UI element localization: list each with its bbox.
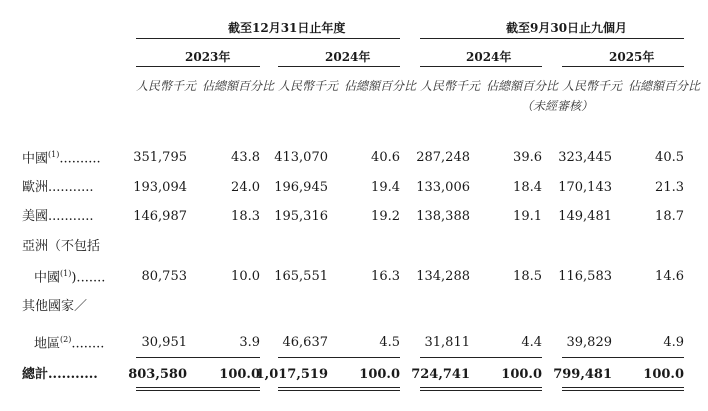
col-header-rmb-2024-nine-months: 人民幣千元 (420, 79, 481, 93)
value-cell: 19.1 (513, 209, 542, 224)
year-rule-2024-nine-months (420, 66, 542, 67)
row-label-text: 美國 (22, 209, 49, 224)
total-double-rule (278, 387, 400, 388)
total-cell: 100.0 (359, 367, 400, 382)
dot-leader: ........... (48, 367, 98, 382)
value-cell: 24.0 (231, 180, 260, 195)
total-cell: 799,481 (553, 367, 612, 382)
value-cell: 30,951 (141, 335, 187, 350)
subtotal-rule (420, 357, 542, 358)
col-header-pct-2025: 佔總額百分比 (628, 79, 701, 93)
row-label (34, 270, 105, 284)
value-cell: 19.4 (371, 180, 400, 195)
value-cell: 40.5 (655, 150, 684, 165)
group-rule-year-end (136, 38, 400, 39)
total-cell: 100.0 (643, 367, 684, 382)
value-cell: 138,388 (416, 209, 470, 224)
value-cell: 14.6 (655, 269, 684, 284)
total-double-rule (136, 387, 260, 388)
footnote-mark: (2) (60, 335, 72, 344)
row-label-text: 總計 (22, 367, 49, 382)
value-cell: 413,070 (274, 150, 328, 165)
year-rule-2024 (278, 66, 400, 67)
value-cell: 116,583 (558, 269, 612, 284)
total-double-rule (278, 390, 400, 391)
row-label (34, 336, 104, 350)
value-cell: 18.4 (513, 180, 542, 195)
col-header-pct-2024: 佔總額百分比 (344, 79, 417, 93)
subtotal-rule (136, 357, 260, 358)
value-cell: 19.2 (371, 209, 400, 224)
total-double-rule (562, 390, 684, 391)
value-cell: 21.3 (655, 180, 684, 195)
col-header-rmb-2025: 人民幣千元 (562, 79, 623, 93)
value-cell: 4.9 (663, 335, 684, 350)
dot-leader: )....... (71, 270, 106, 286)
value-cell: 193,094 (133, 180, 187, 195)
value-cell: 146,987 (133, 209, 187, 224)
year-header-2024: 2024年 (325, 50, 371, 64)
year-rule-2025 (562, 66, 684, 67)
value-cell: 170,143 (558, 180, 612, 195)
col-header-rmb-2023: 人民幣千元 (136, 79, 197, 93)
value-cell: 165,551 (274, 269, 328, 284)
total-cell: 100.0 (501, 367, 542, 382)
total-cell: 1,017,519 (255, 367, 328, 382)
dot-leader: ........ (71, 336, 105, 352)
dot-leader: ........... (48, 180, 94, 195)
value-cell: 46,637 (282, 335, 328, 350)
row-label (22, 210, 93, 223)
value-cell: 18.3 (231, 209, 260, 224)
dot-leader: ........... (48, 209, 94, 224)
col-header-rmb-2024: 人民幣千元 (278, 79, 339, 93)
year-header-2023: 2023年 (185, 50, 231, 64)
col-header-pct-2024-nine-months: 佔總額百分比 (486, 79, 559, 93)
value-cell: 39,829 (566, 335, 612, 350)
value-cell: 39.6 (513, 150, 542, 165)
row-label-text: 中國 (34, 270, 61, 286)
dot-leader: .......... (59, 151, 101, 167)
total-double-rule (562, 387, 684, 388)
value-cell: 133,006 (416, 180, 470, 195)
total-double-rule (420, 387, 542, 388)
row-label-text: 歐洲 (22, 180, 49, 195)
group-header-year-end: 截至12月31日止年度 (228, 21, 346, 35)
row-label-line1: 其他國家／ (22, 299, 88, 314)
footnote-mark: (1) (48, 150, 60, 159)
value-cell: 351,795 (133, 150, 187, 165)
value-cell: 16.3 (371, 269, 400, 284)
row-label-total (22, 368, 98, 381)
year-header-2024-nine-months: 2024年 (466, 50, 512, 64)
total-cell: 803,580 (128, 367, 187, 382)
total-double-rule (420, 390, 542, 391)
value-cell: 287,248 (416, 150, 470, 165)
value-cell: 3.9 (239, 335, 260, 350)
row-label-text: 地區 (34, 336, 61, 352)
year-rule-2023 (136, 66, 260, 67)
value-cell: 134,288 (416, 269, 470, 284)
row-label (22, 181, 93, 194)
value-cell: 80,753 (141, 269, 187, 284)
value-cell: 196,945 (274, 180, 328, 195)
value-cell: 18.5 (513, 269, 542, 284)
value-cell: 40.6 (371, 150, 400, 165)
total-double-rule (136, 390, 260, 391)
value-cell: 31,811 (424, 335, 470, 350)
group-rule-nine-months (420, 38, 684, 39)
value-cell: 4.5 (379, 335, 400, 350)
subtotal-rule (562, 357, 684, 358)
group-header-nine-months: 截至9月30日止九個月 (506, 21, 628, 35)
value-cell: 323,445 (558, 150, 612, 165)
row-label-line1: 亞洲（不包括 (22, 239, 101, 254)
year-header-2025: 2025年 (609, 50, 655, 64)
row-label (22, 151, 101, 165)
total-cell: 724,741 (411, 367, 470, 382)
total-cell: 100.0 (219, 367, 260, 382)
value-cell: 10.0 (231, 269, 260, 284)
value-cell: 149,481 (558, 209, 612, 224)
footnote-mark: (1) (60, 269, 72, 278)
subtotal-rule (278, 357, 400, 358)
value-cell: 4.4 (521, 335, 542, 350)
row-label-text: 中國 (22, 151, 49, 167)
value-cell: 18.7 (655, 209, 684, 224)
col-header-pct-2023: 佔總額百分比 (202, 79, 275, 93)
value-cell: 195,316 (274, 209, 328, 224)
value-cell: 43.8 (231, 150, 260, 165)
unaudited-note: （未經審核） (521, 99, 594, 113)
